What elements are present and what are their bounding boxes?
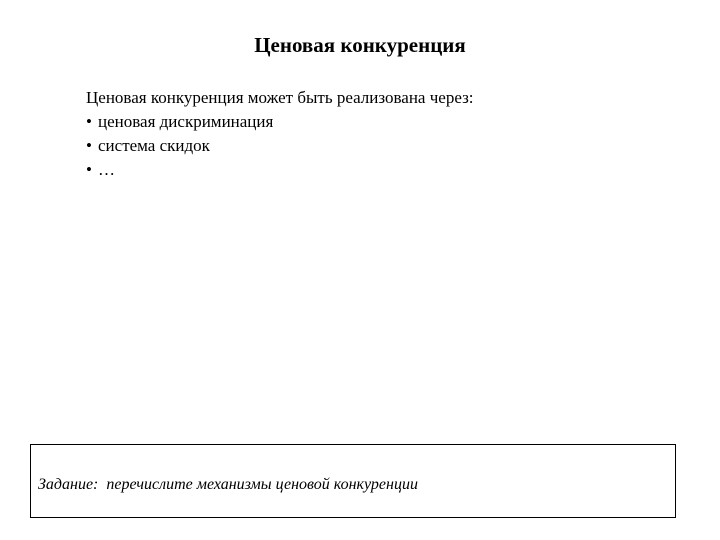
slide-title: Ценовая конкуренция — [254, 33, 466, 57]
bullet-marker: • — [86, 136, 92, 155]
list-item-text: система скидок — [98, 136, 210, 155]
list-item — [86, 158, 686, 182]
list-item-text: … — [98, 160, 115, 179]
bullet-marker: • — [86, 112, 92, 131]
task-label: Задание: — [38, 476, 99, 493]
bullet-marker: • — [86, 160, 92, 179]
task-description: перечислите механизмы ценовой конкуренции — [106, 476, 418, 493]
list-item — [86, 134, 686, 158]
task-text — [38, 475, 418, 495]
task-box — [30, 444, 676, 518]
intro-text: Ценовая конкуренция может быть реализована через: — [86, 88, 474, 107]
slide-content — [86, 86, 686, 182]
bullet-list — [86, 110, 686, 182]
list-item — [86, 110, 686, 134]
list-item-text: ценовая дискриминация — [98, 112, 274, 131]
